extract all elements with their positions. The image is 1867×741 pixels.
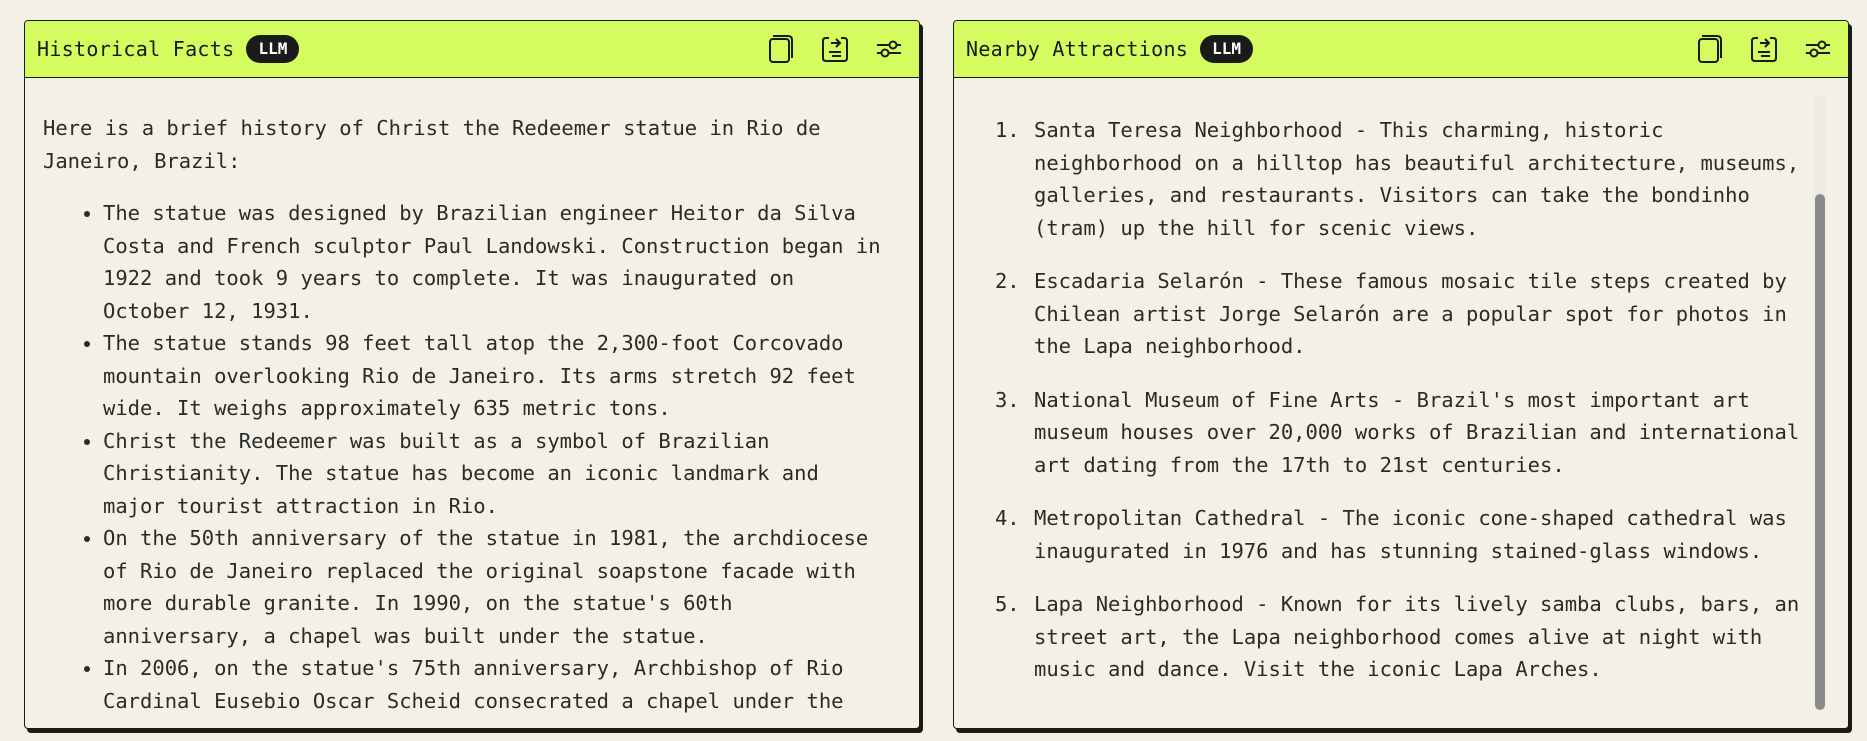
panel-header xyxy=(954,21,1848,78)
panel-title: Historical Facts xyxy=(37,37,235,61)
copy-icon[interactable] xyxy=(1692,31,1728,67)
export-icon[interactable] xyxy=(1746,31,1782,67)
attractions-list xyxy=(954,114,1818,686)
intro-text: Here is a brief history of Christ the Redeemer statue in Rio de Janeiro, Brazil: xyxy=(43,116,821,173)
list-item: 5. Lapa Neighborhood - Known for its lively samba clubs, bars, an street art, the Lapa neighborhood comes alive at night with music and dance. Visit the iconic Lapa Arches. xyxy=(1032,588,1818,686)
llm-badge: LLM xyxy=(1200,35,1253,63)
panel-body[interactable] xyxy=(954,78,1848,728)
export-icon[interactable] xyxy=(817,31,853,67)
list-item: • Christ the Redeemer was built as a symbol of Brazilian Christianity. The statue has become an iconic landmark and major tourist attraction in Rio. xyxy=(103,425,901,523)
response-text xyxy=(25,78,919,717)
historical-facts-panel xyxy=(24,20,920,729)
list-item: • In 2006, on the statue's 75th anniversary, Archbishop of Rio Cardinal Eusebio Oscar Scheid consecrated a chapel under the xyxy=(103,652,901,717)
copy-icon[interactable] xyxy=(763,31,799,67)
list-item: 3. National Museum of Fine Arts - Brazil's most important art museum houses over 20,000 works of Brazilian and international art dating from the 17th to 21st centuries. xyxy=(1032,384,1818,482)
list-item: • The statue stands 98 feet tall atop the 2,300-foot Corcovado mountain overlooking Rio de Janeiro. Its arms stretch 92 feet wide. It weighs approximately 635 metric tons. xyxy=(103,327,901,425)
settings-icon[interactable] xyxy=(1800,31,1836,67)
list-item: • On the 50th anniversary of the statue in 1981, the archdiocese of Rio de Janeiro replaced the original soapstone facade with more durable granite. In 1990, on the statue's 60th anniversary, a chapel was built under the statue. xyxy=(103,522,901,652)
settings-icon[interactable] xyxy=(871,31,907,67)
panel-title: Nearby Attractions xyxy=(966,37,1189,61)
panel-body[interactable] xyxy=(25,78,919,728)
scrollbar-track[interactable] xyxy=(1814,96,1826,710)
panel-header xyxy=(25,21,919,78)
list-item: 4. Metropolitan Cathedral - The iconic cone-shaped cathedral was inaugurated in 1976 and has stunning stained-glass windows. xyxy=(1032,502,1818,567)
nearby-attractions-panel xyxy=(953,20,1849,729)
response-text xyxy=(954,78,1848,686)
scrollbar-thumb[interactable] xyxy=(1815,194,1825,710)
llm-badge: LLM xyxy=(246,35,299,63)
list-item: • The statue was designed by Brazilian engineer Heitor da Silva Costa and French sculptor Paul Landowski. Construction began in 1922 and took 9 years to complete. It was inaugurated on October 12, 1931. xyxy=(103,197,901,327)
list-item: 1. Santa Teresa Neighborhood - This charming, historic neighborhood on a hilltop has beautiful architecture, museums, galleries, and restaurants. Visitors can take the bondinho (tram) up the hill for scenic views. xyxy=(1032,114,1818,244)
list-item: 2. Escadaria Selarón - These famous mosaic tile steps created by Chilean artist Jorge Selarón are a popular spot for photos in the Lapa neighborhood. xyxy=(1032,265,1818,363)
facts-list xyxy=(43,197,901,717)
